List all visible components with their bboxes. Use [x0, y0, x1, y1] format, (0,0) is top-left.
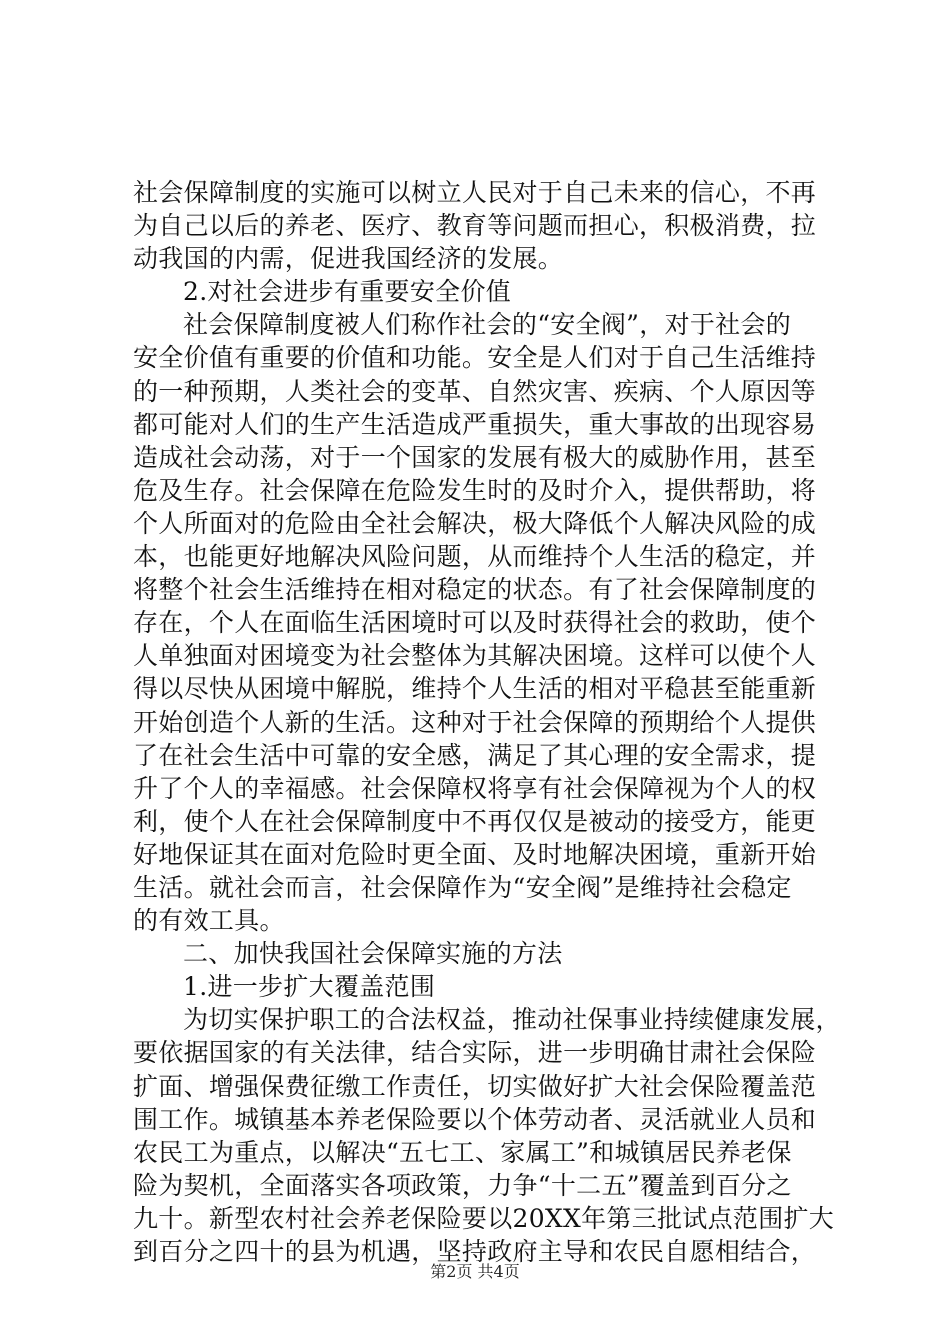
text-line: 存在，个人在面临生活困境时可以及时获得社会的救助，使个	[133, 608, 817, 638]
text-line: 个人所面对的危险由全社会解决，极大降低个人解决风险的成	[133, 508, 817, 538]
page-number-footer: 第2页 共4页	[430, 1262, 520, 1281]
text-line: 了在社会生活中可靠的安全感，满足了其心理的安全需求，提	[133, 740, 817, 770]
text-line: 围工作。城镇基本养老保险要以个体劳动者、灵活就业人员和	[133, 1104, 817, 1134]
text-line: 本，也能更好地解决风险问题，从而维持个人生活的稳定，并	[133, 542, 817, 572]
text-line: 为自己以后的养老、医疗、教育等问题而担心，积极消费，拉	[133, 211, 817, 241]
text-line: 得以尽快从困境中解脱，维持个人生活的相对平稳甚至能重新	[133, 674, 817, 704]
text-line: 险为契机，全面落实各项政策，力争“十二五”覆盖到百分之	[133, 1170, 792, 1200]
text-line: 到百分之四十的县为机遇，坚持政府主导和农民自愿相结合，	[133, 1237, 817, 1266]
text-line: 要依据国家的有关法律，结合实际，进一步明确甘肃社会保险	[133, 1038, 817, 1068]
text-line: 造成社会动荡，对于一个国家的发展有极大的威胁作用，甚至	[133, 442, 817, 472]
section-heading: 二、加快我国社会保障实施的方法	[183, 939, 563, 969]
paragraph-start: 为切实保护职工的合法权益，推动社保事业持续健康发展，	[183, 1005, 841, 1035]
text-line: 利，使个人在社会保障制度中不再仅仅是被动的接受方，能更	[133, 806, 817, 836]
text-line: 社会保障制度的实施可以树立人民对于自己未来的信心，不再	[133, 178, 817, 207]
text-line: 都可能对人们的生产生活造成严重损失，重大事故的出现容易	[133, 409, 817, 439]
text-line: 危及生存。社会保障在危险发生时的及时介入，提供帮助，将	[133, 475, 817, 505]
text-line: 动我国的内需，促进我国经济的发展。	[133, 244, 564, 274]
section-heading: 2.对社会进步有重要安全价值	[183, 277, 512, 307]
text-line: 安全价值有重要的价值和功能。安全是人们对于自己生活维持	[133, 343, 817, 373]
text-line: 的一种预期，人类社会的变革、自然灾害、疾病、个人原因等	[133, 376, 817, 406]
document-body	[133, 176, 841, 1268]
text-line: 的有效工具。	[133, 906, 285, 936]
text-line: 生活。就社会而言，社会保障作为“安全阀”是维持社会稳定	[133, 872, 792, 902]
text-line: 将整个社会生活维持在相对稳定的状态。有了社会保障制度的	[133, 575, 817, 605]
text-line: 农民工为重点，以解决“五七工、家属工”和城镇居民养老保	[133, 1137, 792, 1167]
text-line: 开始创造个人新的生活。这种对于社会保障的预期给个人提供	[133, 707, 817, 737]
subsection-heading: 1.进一步扩大覆盖范围	[183, 972, 436, 1002]
text-line: 扩面、增强保费征缴工作责任，切实做好扩大社会保险覆盖范	[133, 1071, 817, 1101]
text-line: 九十。新型农村社会养老保险要以20XX年第三批试点范围扩大	[133, 1203, 835, 1233]
text-line: 人单独面对困境变为社会整体为其解决困境。这样可以使个人	[133, 641, 817, 671]
text-line: 升了个人的幸福感。社会保障权将享有社会保障视为个人的权	[133, 773, 817, 803]
paragraph-start: 社会保障制度被人们称作社会的“安全阀”，对于社会的	[183, 310, 792, 340]
text-line: 好地保证其在面对危险时更全面、及时地解决困境，重新开始	[133, 839, 817, 869]
